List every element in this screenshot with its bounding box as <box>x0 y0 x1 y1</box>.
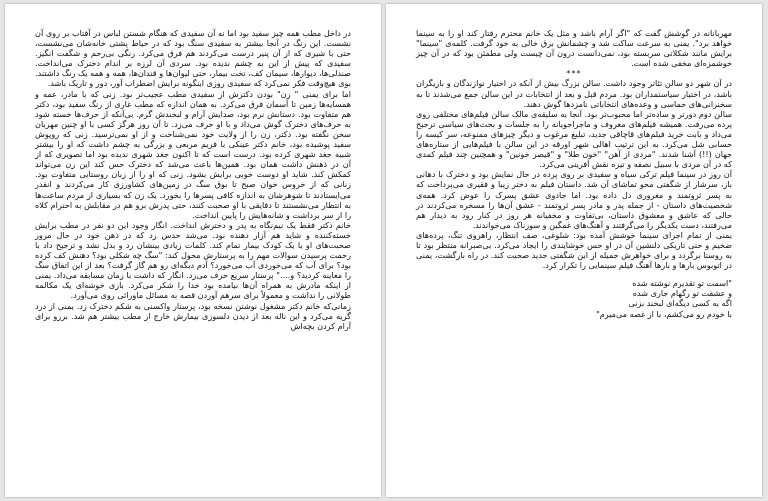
right-page <box>386 4 762 497</box>
section-separator: *** <box>566 68 582 79</box>
paragraph: خانم دکتر فقط یک نیم‌نگاه به پدر و دخترش انداخت. انگار وجود این دو نفر در مطب برایش خسته‌کننده و شاید هم آزار دهنده بود. می‌شد حدس زد که در ذهن خود در حال مرور صحبت‌های او با یک کودک بیمار تمام کند. کلمات زیادی بینشان رد و بدل نشد و ترجیح داد با رحمت پرسیدن سوالات مهم را به پرستارش محول کند: "سگ چه شکلی بود؟ دهنش کف کرده بود؟ برای آب که می‌خوردی آب می‌خورد؟ آدم دیگه‌ای رو هم گاز گرفت؟ بعد از این اتفاق سگ را معاینه کردید؟ و...." پرستار سریع حرف می‌زد. انگار که داشت با زمان مسابقه می‌داد. یمنی از اینکه مادرش به همراه آن‌ها نیامده بود خدا را شکر می‌کرد. بازی خوشه‌ای یک مکالمه طولانی را نداشت و معمولاً برای سرهم آوردن قصه به مسائل ماورائی روی می‌آورد. <box>35 219 351 301</box>
lyric-line: "اسمت تو تقدیرم نوشته شده <box>632 278 732 289</box>
lyric-line: اگه به کسی دیگه‌ای لبخند بزنی <box>628 298 732 309</box>
left-page-text <box>35 28 351 497</box>
paragraph: در داخل مطب همه چیز سفید بود اما نه آن سفیدی که هنگام شستن لباس در آفتاب بر روی آن نشست. این رنگ در آنجا بیشتر به سفیدی سنگ بود که در حیاط پشتی خانه‌شان می‌نشست، حتی با شیری که از آن پنیر درست می‌کردند هم فرق می‌کرد. رنگی بی‌رحم و شگفت انگیز. سفیدی که پیش از این به چشم ندیده بود. سردی آن لرزه بر اندام دخترک می‌انداخت. صندلی‌ها، دیوارها، سیمان کف، تخت بیمار، حتی لیوان‌ها و قندان‌ها، همه و همه یک رنگ داشتند. بوی هیچ‌وقت فکر نمی‌کرد که سفیدی روزی اینگونه برایش اضطراب آور، دور و تاریک باشد. <box>35 28 351 89</box>
right-page-text <box>416 28 732 497</box>
lyric-line: و عشقت تو رگهام جاری شده <box>632 288 732 299</box>
song-lyrics <box>416 278 732 318</box>
paragraph: اما برای یمنی " زن" بودن دکترش از سفیدی مطب عجیب‌تر بود. زنی که با مادر، عمه و همسایه‌ها زمین تا آسمان فرق می‌کرد. به همان اندازه که مطب غاری از رنگ سفید بود، دکتر هم متفاوت بود. دستانش نرم بود، صدایش آرام و لبخندش گرم. بی‌آنکه از حرف‌ها خسته شود به حرف‌های دخترک گوش می‌داد و با او حرف می‌زد. تا آن روز هرگز کسی با او چنین مهربان سخن نگفته بود. دکتر، زن را از ولایت خود نمی‌شناخت و از او نمی‌ترسید. زنی که روپوش سفید پوشیده بود، خانم دکتر عینکی با فریم مربعی و بزرگی به چشم داشت که او را بیشتر شبیه جغد شهری کرده بود. درست است که تا اکنون جغد شهری ندیده بود اما تصویری که از آن در ذهنش داشت همان بود. همین‌ها باعث می‌شد که دخترک حس کند این زن می‌تواند کمکش کند. شاید او دوست خوبی برایش بشود. زنی که او را از زبان روستایی متفاوت بود. زنانی که از خروس خوان صبح تا بوق سگ در زمین‌های کشاورزی کار می‌کردند و انقدر می‌ایستادند تا شوهرشان به اندازه کافی پسرها را بخورد. یک زن که بسیاری از مردم ساعت‌ها به انتظار می‌نشستند تا دقایقی با او صحبت کنند، حتی پدرش برو هم در مقابلش به احترام کلاه را از سر برداشت و شانه‌هایش را پایین انداخت. <box>35 88 351 220</box>
lyric-line: با خودم رو می‌کشم، با از غصه می‌میرم" <box>595 308 732 319</box>
paragraph: آن روز در سینما فیلم ترکی سیاه و سفیدی بر روی پرده در حال نمایش بود و دخترک با دهانی باز، سرشار از شگفتی محو تماشای آن شد. داستان فیلم به دختر زیبا و فقیری می‌پرداخت که به پسر ثروتمند و مغروری دل داده بود. اما جادوی عشق پسرک را عوض کرد. همه‌ی شخصیت‌های داستان - از جمله پدر و مادر پسر ثروتمند - عشق آن‌ها را مسخره می‌کردند در حالی که عاشق و معشوق داستان، بی‌تفاوت و مخفیانه هر روز در کنار رود به دیدار هم می‌رفتند، دست یکدیگر را می‌گرفتند و آهنگ‌های غمگین و سوزناک می‌خواندند. <box>416 169 732 230</box>
left-page <box>5 4 381 497</box>
paragraph: زمانی‌که خانم دکتر مشغول نوشتن نسخه بود، پرستار واکسنی به شکم دخترک زد. یمنی از درد گریه می‌کرد و این ناله بعد از دیدن دلسوزی بیمارش خارج از مطب بیشتر هم شد. برزو برای آرام کردن بچه‌اش <box>35 300 351 331</box>
paragraph: مهربانانه در گوشش گفت که "اگر آرام باشد و مثل یک خانم محترم رفتار کند او را به سینما خواهد برد". یمنی به سرعت ساکت شد و چشمانش برق خالی به خود گرفت. کلمه‌ی "سینما" برایش مانند شکلاتی سربسته بود، نمی‌دانست درون آن چیست ولی مطمئن بود که در آن چیز خوشمزه‌ای مخفی شده است. <box>416 28 732 69</box>
paragraph: در آن شهر دو سالن تئاتر وجود داشت. سالن بزرگ بیش از آنکه در اختیار نوازندگان و بازیگران باشد، در اختیار سیاستمداران بود. مردم قبل و بعد از انتخابات در این سالن جمع می‌شدند تا به سخنرانی‌های حماسی و وعده‌های انتخاباتی نامزدها گوش دهند. <box>416 78 732 109</box>
paragraph: یمنی از تمام اجرای سینما خوشش آمده بود: شلوغی، صف انتظار، راهروی تنگ، پرده‌های ضخیم و حتی تاریکی دلنشین آن در او حس خوشایندی را ایجاد می‌کرد. بی‌صبرانه منتظر بود تا به روستا برگردد و برای خواهرش جمیله از این شگفتی جدید صحبت کند. در راه بازگشت، یمنی در اتوبوس بارها و بارها آهنگ فیلم سینمایی را تکرار کرد. <box>416 229 732 271</box>
paragraph: سالن دوم دورتر و ساده‌تر اما محبوب‌تر بود. آنجا به سلیقه‌ی مالک سالن فیلم‌های مختلفی روی پرده می‌رفت. همیشه فیلم‌های معروف و ماجراجویانه را به جلسات و بحث‌های سیاسی ترجیح می‌داد و بابت خرید فیلم‌های قاچاقی جدید، تبلیغ مرغوب و دیگر چیزهای ممنوعه، سر کیسه را حسابی شل می‌کرد. به این ترتیب اهالی شهر اورقه در این سالن با فیلم‌هایی از ستاره‌های جهان (!!) آشنا شدند. "مردی از آهن" "خون طلا" و "قیصر خونین" و همچنین چند فیلم کمدی که در آن مردی با سبیل نصفه و تیره نقش آفرینی می‌کرد. <box>416 108 732 170</box>
